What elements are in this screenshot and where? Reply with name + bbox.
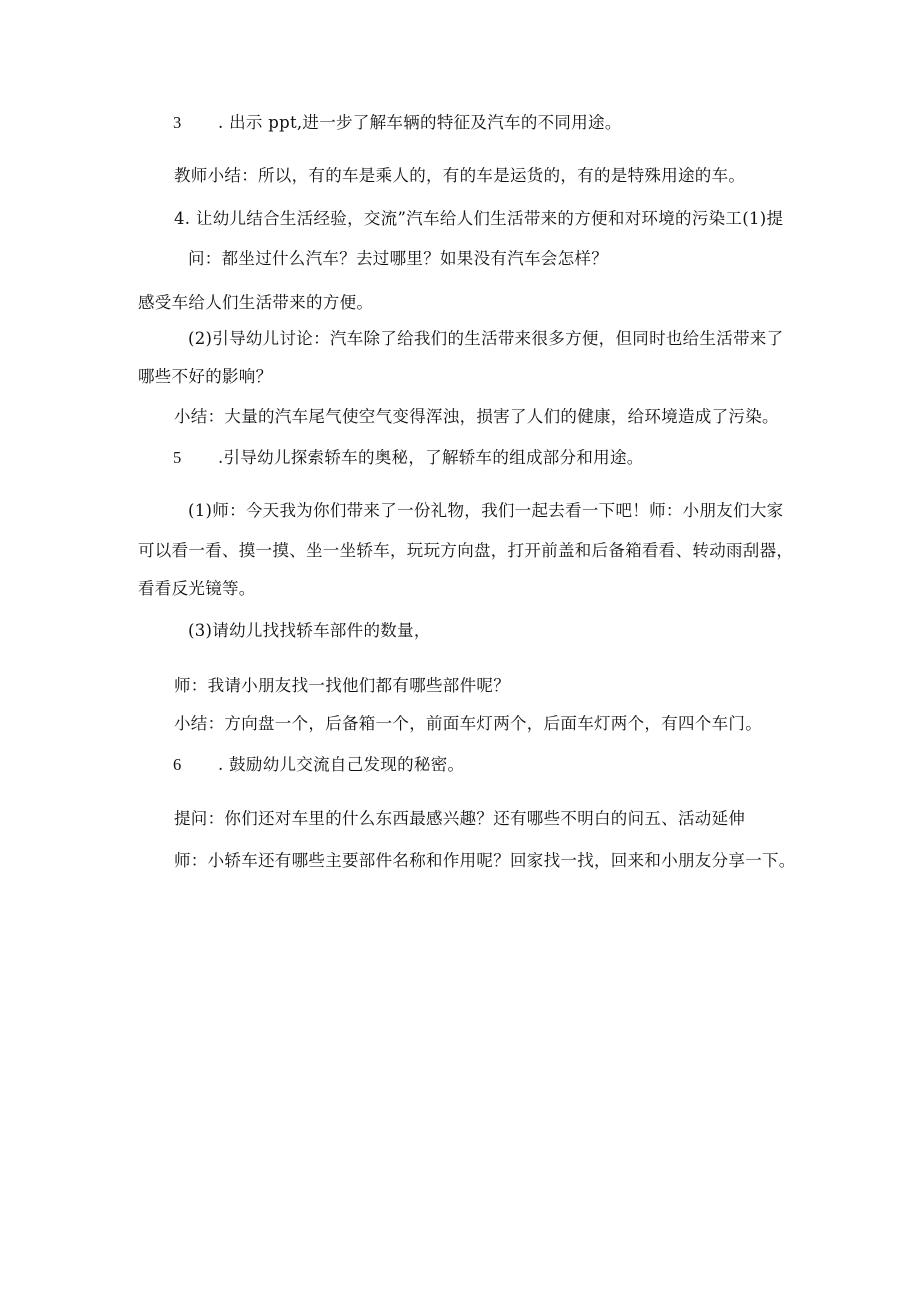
summary-2: 小结：大量的汽车尾气使空气变得浑浊，损害了人们的健康，给环境造成了污染。 — [174, 407, 779, 426]
teacher-summary-1: 教师小结：所以，有的车是乘人的，有的车是运货的，有的是特殊用途的车。 — [174, 166, 746, 185]
teacher-final: 师：小轿车还有哪些主要部件名称和作用呢？回家找一找，回来和小朋友分享一下。 — [174, 851, 796, 870]
item-6-number: 6 — [173, 755, 182, 774]
item-5-number: 5 — [173, 448, 182, 467]
item-3-number: 3 — [173, 113, 182, 132]
question-6: 提问：你们还对车里的什么东西最感兴趣？还有哪些不明白的问五、活动延伸 — [174, 809, 746, 828]
item-4-sub2-line-2: 哪些不好的影响？ — [138, 367, 273, 386]
item-6-text: . 鼓励幼儿交流自己发现的秘密。 — [218, 755, 465, 774]
item-4-line-3: 感受车给人们生活带来的方便。 — [138, 293, 374, 312]
item-4-line-2: 问：都坐过什么汽车？去过哪里？如果没有汽车会怎样？ — [188, 249, 608, 268]
item-3-text: . 出示 ppt,进一步了解车辆的特征及汽车的不同用途。 — [218, 113, 622, 132]
item-5-sub1-line-2: 可以看一看、摸一摸、坐一坐轿车，玩玩方向盘，打开前盖和后备箱看看、转动雨刮器， — [138, 541, 794, 560]
summary-3: 小结：方向盘一个，后备箱一个，前面车灯两个，后面车灯两个，有四个车门。 — [174, 714, 762, 733]
item-5-sub1-line-3: 看看反光镜等。 — [138, 579, 256, 598]
item-5-sub1-line-1: (1)师：今天我为你们带来了一份礼物，我们一起去看一下吧！师：小朋友们大家 — [188, 501, 784, 520]
item-5-sub3: (3)请幼儿找找轿车部件的数量， — [188, 621, 431, 640]
item-5-text: .引导幼儿探索轿车的奥秘，了解轿车的组成部分和用途。 — [218, 448, 644, 467]
teacher-question: 师：我请小朋友找一找他们都有哪些部件呢？ — [174, 676, 510, 695]
item-4-line-1: 4. 让幼儿结合生活经验，交流”汽车给人们生活带来的方便和对环境的污染工(1)提 — [174, 209, 784, 228]
item-4-sub2-line-1: (2)引导幼儿讨论：汽车除了给我们的生活带来很多方便，但同时也给生活带来了 — [188, 329, 784, 348]
